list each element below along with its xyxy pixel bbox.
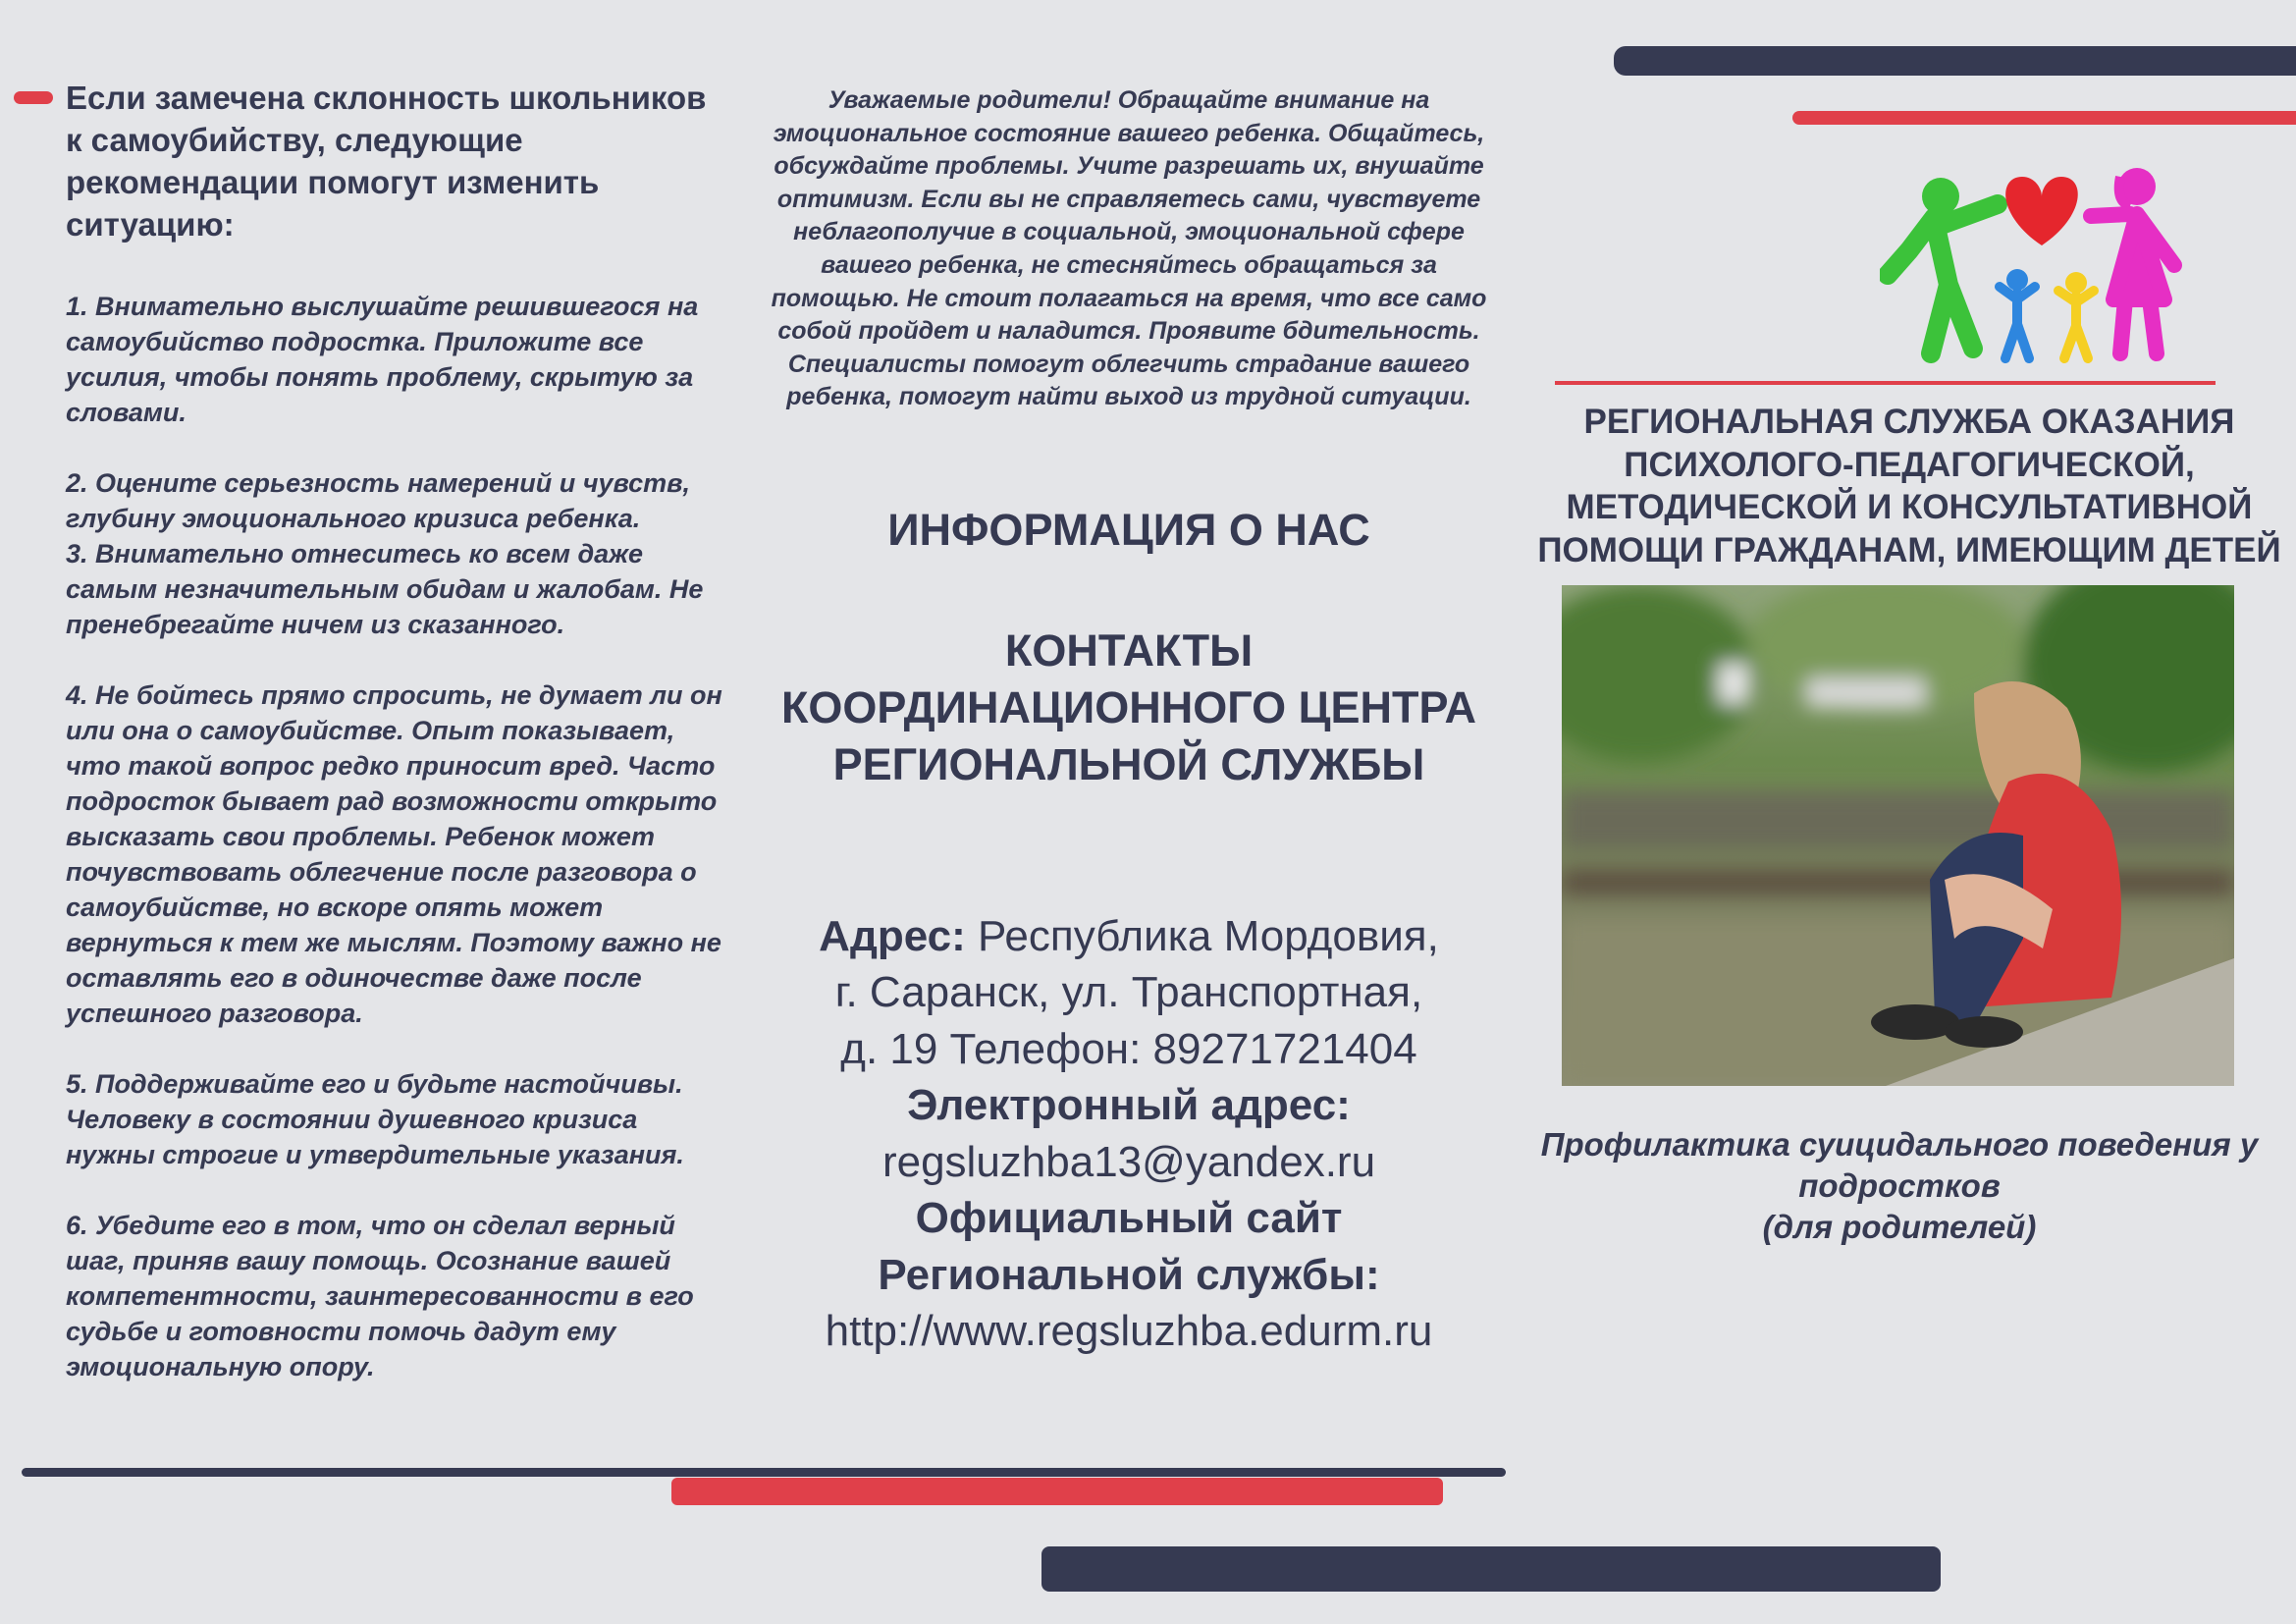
recommendations-column [66, 77, 723, 1384]
address-phone-line: д. 19 Телефон: 89271721404 [840, 1024, 1417, 1073]
address-label: Адрес: [819, 911, 966, 960]
address-line: г. Саранск, ул. Транспортная, [834, 968, 1423, 1017]
brochure-caption: Профилактика суицидального поведения у подростков (для родителей) [1540, 1126, 2259, 1245]
service-title: РЕГИОНАЛЬНАЯ СЛУЖБА ОКАЗАНИЯ ПСИХОЛОГО-ПЕДАГОГИЧЕСКОЙ, МЕТОДИЧЕСКОЙ И КОНСУЛЬТАТИВНОЙ ПОМОЩИ ГРАЖДАНАМ, ИМЕЮЩИМ ДЕТЕЙ [1537, 403, 2281, 569]
info-heading: ИНФОРМАЦИЯ О НАС [887, 504, 1370, 555]
family-logo-icon [1880, 157, 2204, 373]
email-link[interactable]: regsluzhba13@yandex.ru [881, 1137, 1376, 1186]
address-value: Республика Мордовия, [965, 911, 1439, 960]
title-divider [1555, 381, 2216, 385]
recommendation-item: 6. Убедите его в том, что он сделал верный шаг, приняв вашу помощь. Осознание вашей компетентности, заинтересованности в его судьбе и готовности помочь дадут ему эмоциональную опору. [66, 1211, 694, 1381]
bottom-navy-bar [1041, 1546, 1941, 1592]
recommendation-item: 4. Не бойтесь прямо спросить, не думает ли он или она о самоубийстве. Опыт показывает, что такой вопрос редко приносит вред. Часто подросток бывает рад возможности открыто высказать свои проблемы. Ребенок может почувствовать облегчение после разговора о самоубийстве, но вскоре опять может вернуться к тем же мыслям. Поэтому важно не оставлять его в одиночестве даже после успешного разговора. [66, 680, 722, 1028]
recommendations-heading: Если замечена склонность школьников к самоубийству, следующие рекомендации помогут изменить ситуацию: [66, 80, 707, 243]
recommendation-item: 1. Внимательно выслушайте решившегося на самоубийство подростка. Приложите все усилия, чтобы понять проблему, скрытую за словами. [66, 292, 699, 427]
site-label: Официальный сайт Региональной службы: [878, 1194, 1380, 1299]
recommendation-item: 3. Внимательно отнеситесь ко всем даже самым незначительным обидам и жалобам. Не пренебрегайте ничем из сказанного. [66, 539, 704, 639]
top-navy-bar [1614, 46, 2296, 76]
recommendation-item: 2. Оцените серьезность намерений и чувств, глубину эмоционального кризиса ребенка. [66, 468, 690, 533]
contact-block [756, 908, 1502, 1360]
contacts-column [756, 84, 1502, 1360]
recommendation-item: 5. Поддерживайте его и будьте настойчивы. Человеку в состоянии душевного кризиса нужны строгие и утвердительные указания. [66, 1069, 684, 1169]
bottom-red-bar [671, 1478, 1443, 1505]
contacts-heading: КОНТАКТЫ КООРДИНАЦИОННОГО ЦЕНТРА РЕГИОНАЛЬНОЙ СЛУЖБЫ [780, 624, 1477, 789]
top-red-bar [1792, 111, 2296, 125]
site-link[interactable]: http://www.regsluzhba.edurm.ru [825, 1307, 1433, 1356]
sad-teen-photo [1562, 585, 2234, 1086]
email-label: Электронный адрес: [907, 1081, 1351, 1130]
parents-appeal: Уважаемые родители! Обращайте внимание на эмоциональное состояние вашего ребенка. Общайтесь, обсуждайте проблемы. Учите разрешать их, внушайте оптимизм. Если вы не справляетесь сами, чувствуете неблагополучие в социальной, эмоциональной сфере вашего ребенка, не стесняйтесь обращаться за помощью. Не стоит полагаться на время, что все само собой пройдет и наладится. Проявите бдительность. Специалисты помогут облегчить страдание вашего ребенка, помогут найти выход из трудной ситуации. [771, 86, 1487, 411]
heading-bullet [14, 91, 53, 104]
bottom-navy-line [22, 1468, 1506, 1477]
